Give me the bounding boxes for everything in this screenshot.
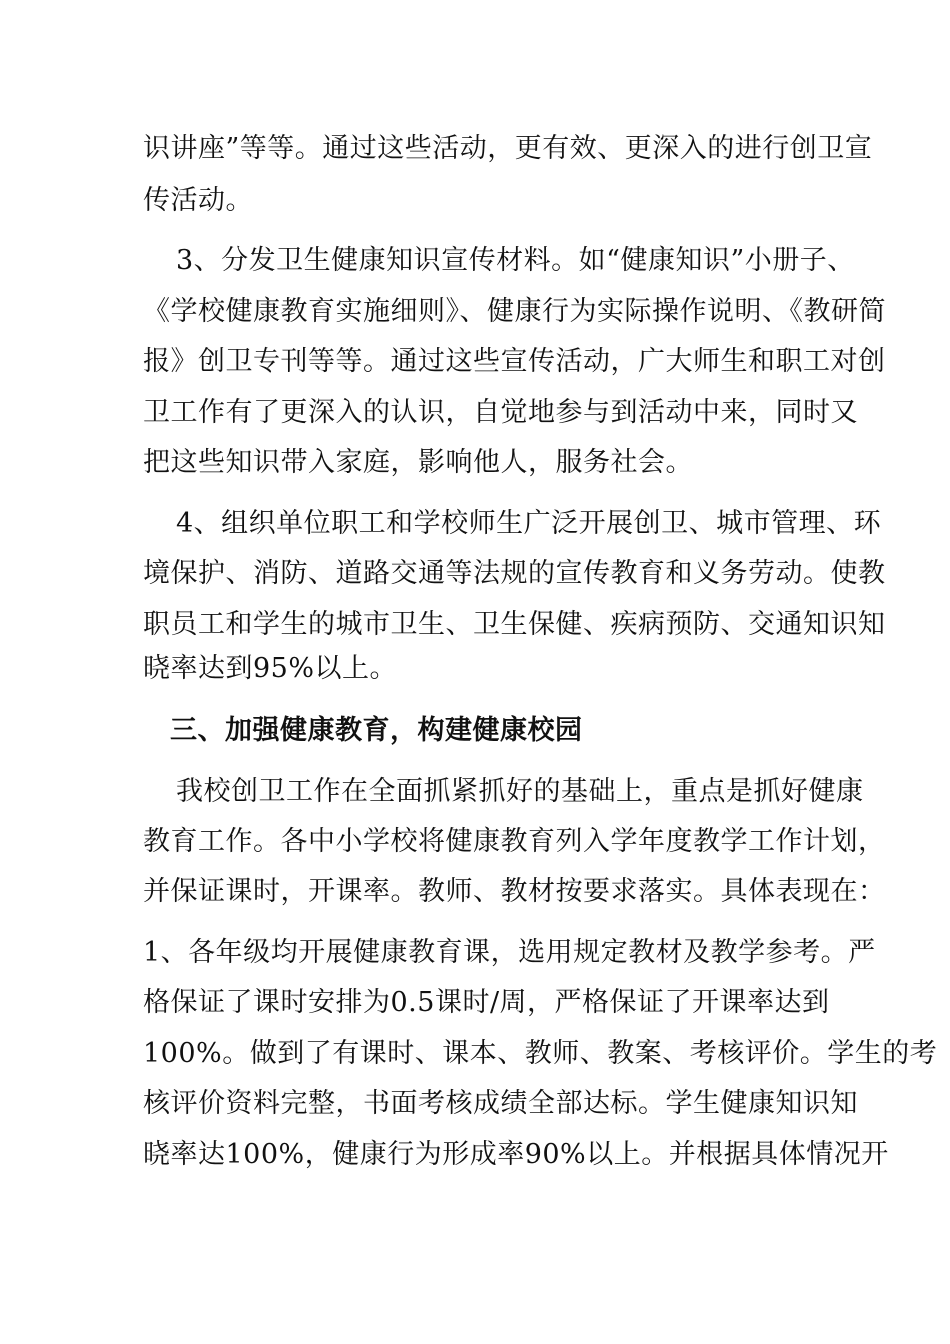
text-line: 职员工和学生的城市卫生、卫生保健、疾病预防、交通知识知 <box>143 609 886 640</box>
text-line: 识讲座”等等。通过这些活动，更有效、更深入的进行创卫宣 <box>143 133 873 164</box>
section-heading: 三、加强健康教育，构建健康校园 <box>170 715 583 746</box>
text-line: 核评价资料完整，书面考核成绩全部达标。学生健康知识知 <box>143 1088 858 1119</box>
text-line: 晓率达100%，健康行为形成率90%以上。并根据具体情况开 <box>143 1139 889 1170</box>
text-line: 报》创卫专刊等等。通过这些宣传活动，广大师生和职工对创 <box>143 346 886 377</box>
section-intro-first-line: 我校创卫工作在全面抓紧抓好的基础上，重点是抓好健康 <box>176 776 864 807</box>
paragraph-4-first-line: 4、组织单位职工和学校师生广泛开展创卫、城市管理、环 <box>176 508 882 539</box>
text-line: 教育工作。各中小学校将健康教育列入学年度教学工作计划， <box>143 826 886 857</box>
item-1-first-line: 1、各年级均开展健康教育课，选用规定教材及教学参考。严 <box>143 937 876 968</box>
paragraph-3-first-line: 3、分发卫生健康知识宣传材料。如“健康知识”小册子、 <box>176 245 855 276</box>
text-line: 格保证了课时安排为0.5课时/周，严格保证了开课率达到 <box>143 987 830 1018</box>
text-line: 把这些知识带入家庭，影响他人，服务社会。 <box>143 447 693 478</box>
text-line: 并保证课时，开课率。教师、教材按要求落实。具体表现在： <box>143 876 886 907</box>
text-line: 《学校健康教育实施细则》、健康行为实际操作说明、《教研简 <box>143 296 886 327</box>
text-line: 境保护、消防、道路交通等法规的宣传教育和义务劳动。使教 <box>143 558 886 589</box>
text-line: 卫工作有了更深入的认识，自觉地参与到活动中来，同时又 <box>143 397 858 428</box>
text-line: 晓率达到95%以上。 <box>143 653 398 684</box>
text-line: 传活动。 <box>143 185 253 216</box>
text-line: 100%。做到了有课时、课本、教师、教案、考核评价。学生的考 <box>143 1038 938 1069</box>
